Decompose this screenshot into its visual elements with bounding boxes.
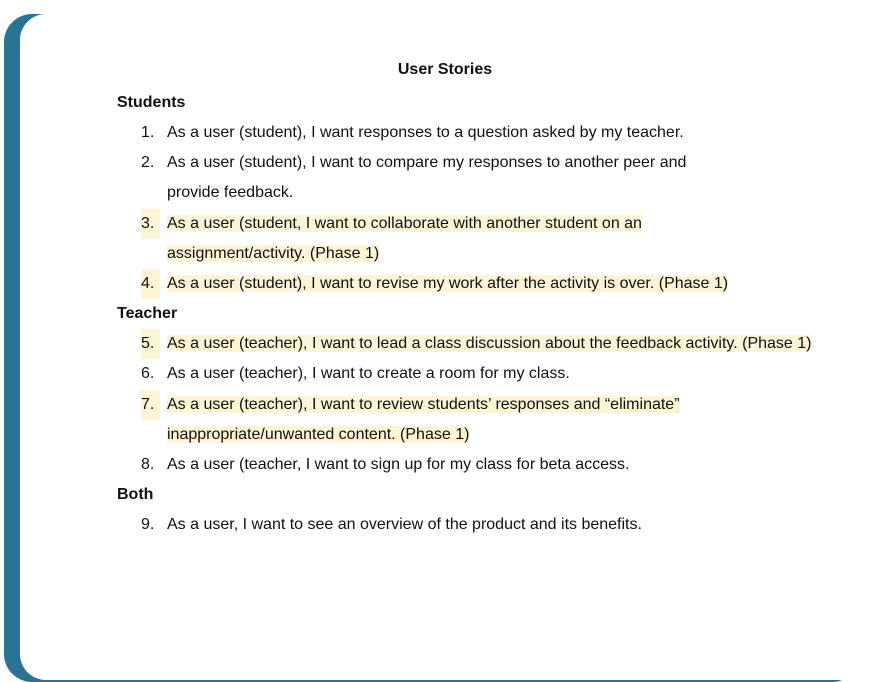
list-item-highlighted xyxy=(117,329,827,359)
list-item-highlighted xyxy=(117,209,687,269)
teacher-list xyxy=(117,329,812,480)
list-number: 5. xyxy=(141,329,160,359)
list-item xyxy=(117,359,797,389)
list-item xyxy=(117,510,797,540)
list-item xyxy=(117,450,797,480)
list-text: As a user (teacher, I want to sign up for my class for beta access. xyxy=(167,456,630,474)
section-heading-teacher: Teacher xyxy=(117,305,178,323)
list-number: 7. xyxy=(141,390,160,420)
list-text: As a user (teacher), I want to lead a class discussion about the feedback activity. (Phase 1) xyxy=(167,335,812,353)
list-text: As a user (student), I want to compare my responses to another peer and provide feedback. xyxy=(167,154,687,202)
list-number: 3. xyxy=(141,209,160,239)
list-number: 2. xyxy=(141,154,155,172)
document-title: User Stories xyxy=(397,61,493,78)
list-item xyxy=(117,118,797,148)
list-text: As a user (student), I want to revise my work after the activity is over. (Phase 1) xyxy=(167,275,729,293)
list-text: As a user, I want to see an overview of the product and its benefits. xyxy=(167,516,642,534)
students-list xyxy=(117,118,797,299)
list-text: As a user (student), I want responses to a question asked by my teacher. xyxy=(167,124,684,141)
list-text: As a user (teacher), I want to review students’ responses and “eliminate” inappropriate/unwanted content. (Phase 1) xyxy=(167,395,680,443)
list-number: 4. xyxy=(141,269,160,299)
section-heading-students: Students xyxy=(117,94,186,111)
list-number: 1. xyxy=(141,124,155,141)
list-item xyxy=(117,148,727,208)
list-number: 9. xyxy=(141,516,155,534)
list-text: As a user (teacher), I want to create a room for my class. xyxy=(167,365,570,383)
list-number: 8. xyxy=(141,456,155,474)
list-text: As a user (student, I want to collaborate with another student on an assignment/activity. (Phase 1) xyxy=(167,214,642,262)
both-list xyxy=(117,510,797,540)
list-number: 6. xyxy=(141,365,155,383)
list-item-highlighted xyxy=(117,390,727,450)
user-stories-document xyxy=(117,58,812,540)
list-item-highlighted xyxy=(117,269,797,299)
section-heading-both: Both xyxy=(117,486,154,504)
